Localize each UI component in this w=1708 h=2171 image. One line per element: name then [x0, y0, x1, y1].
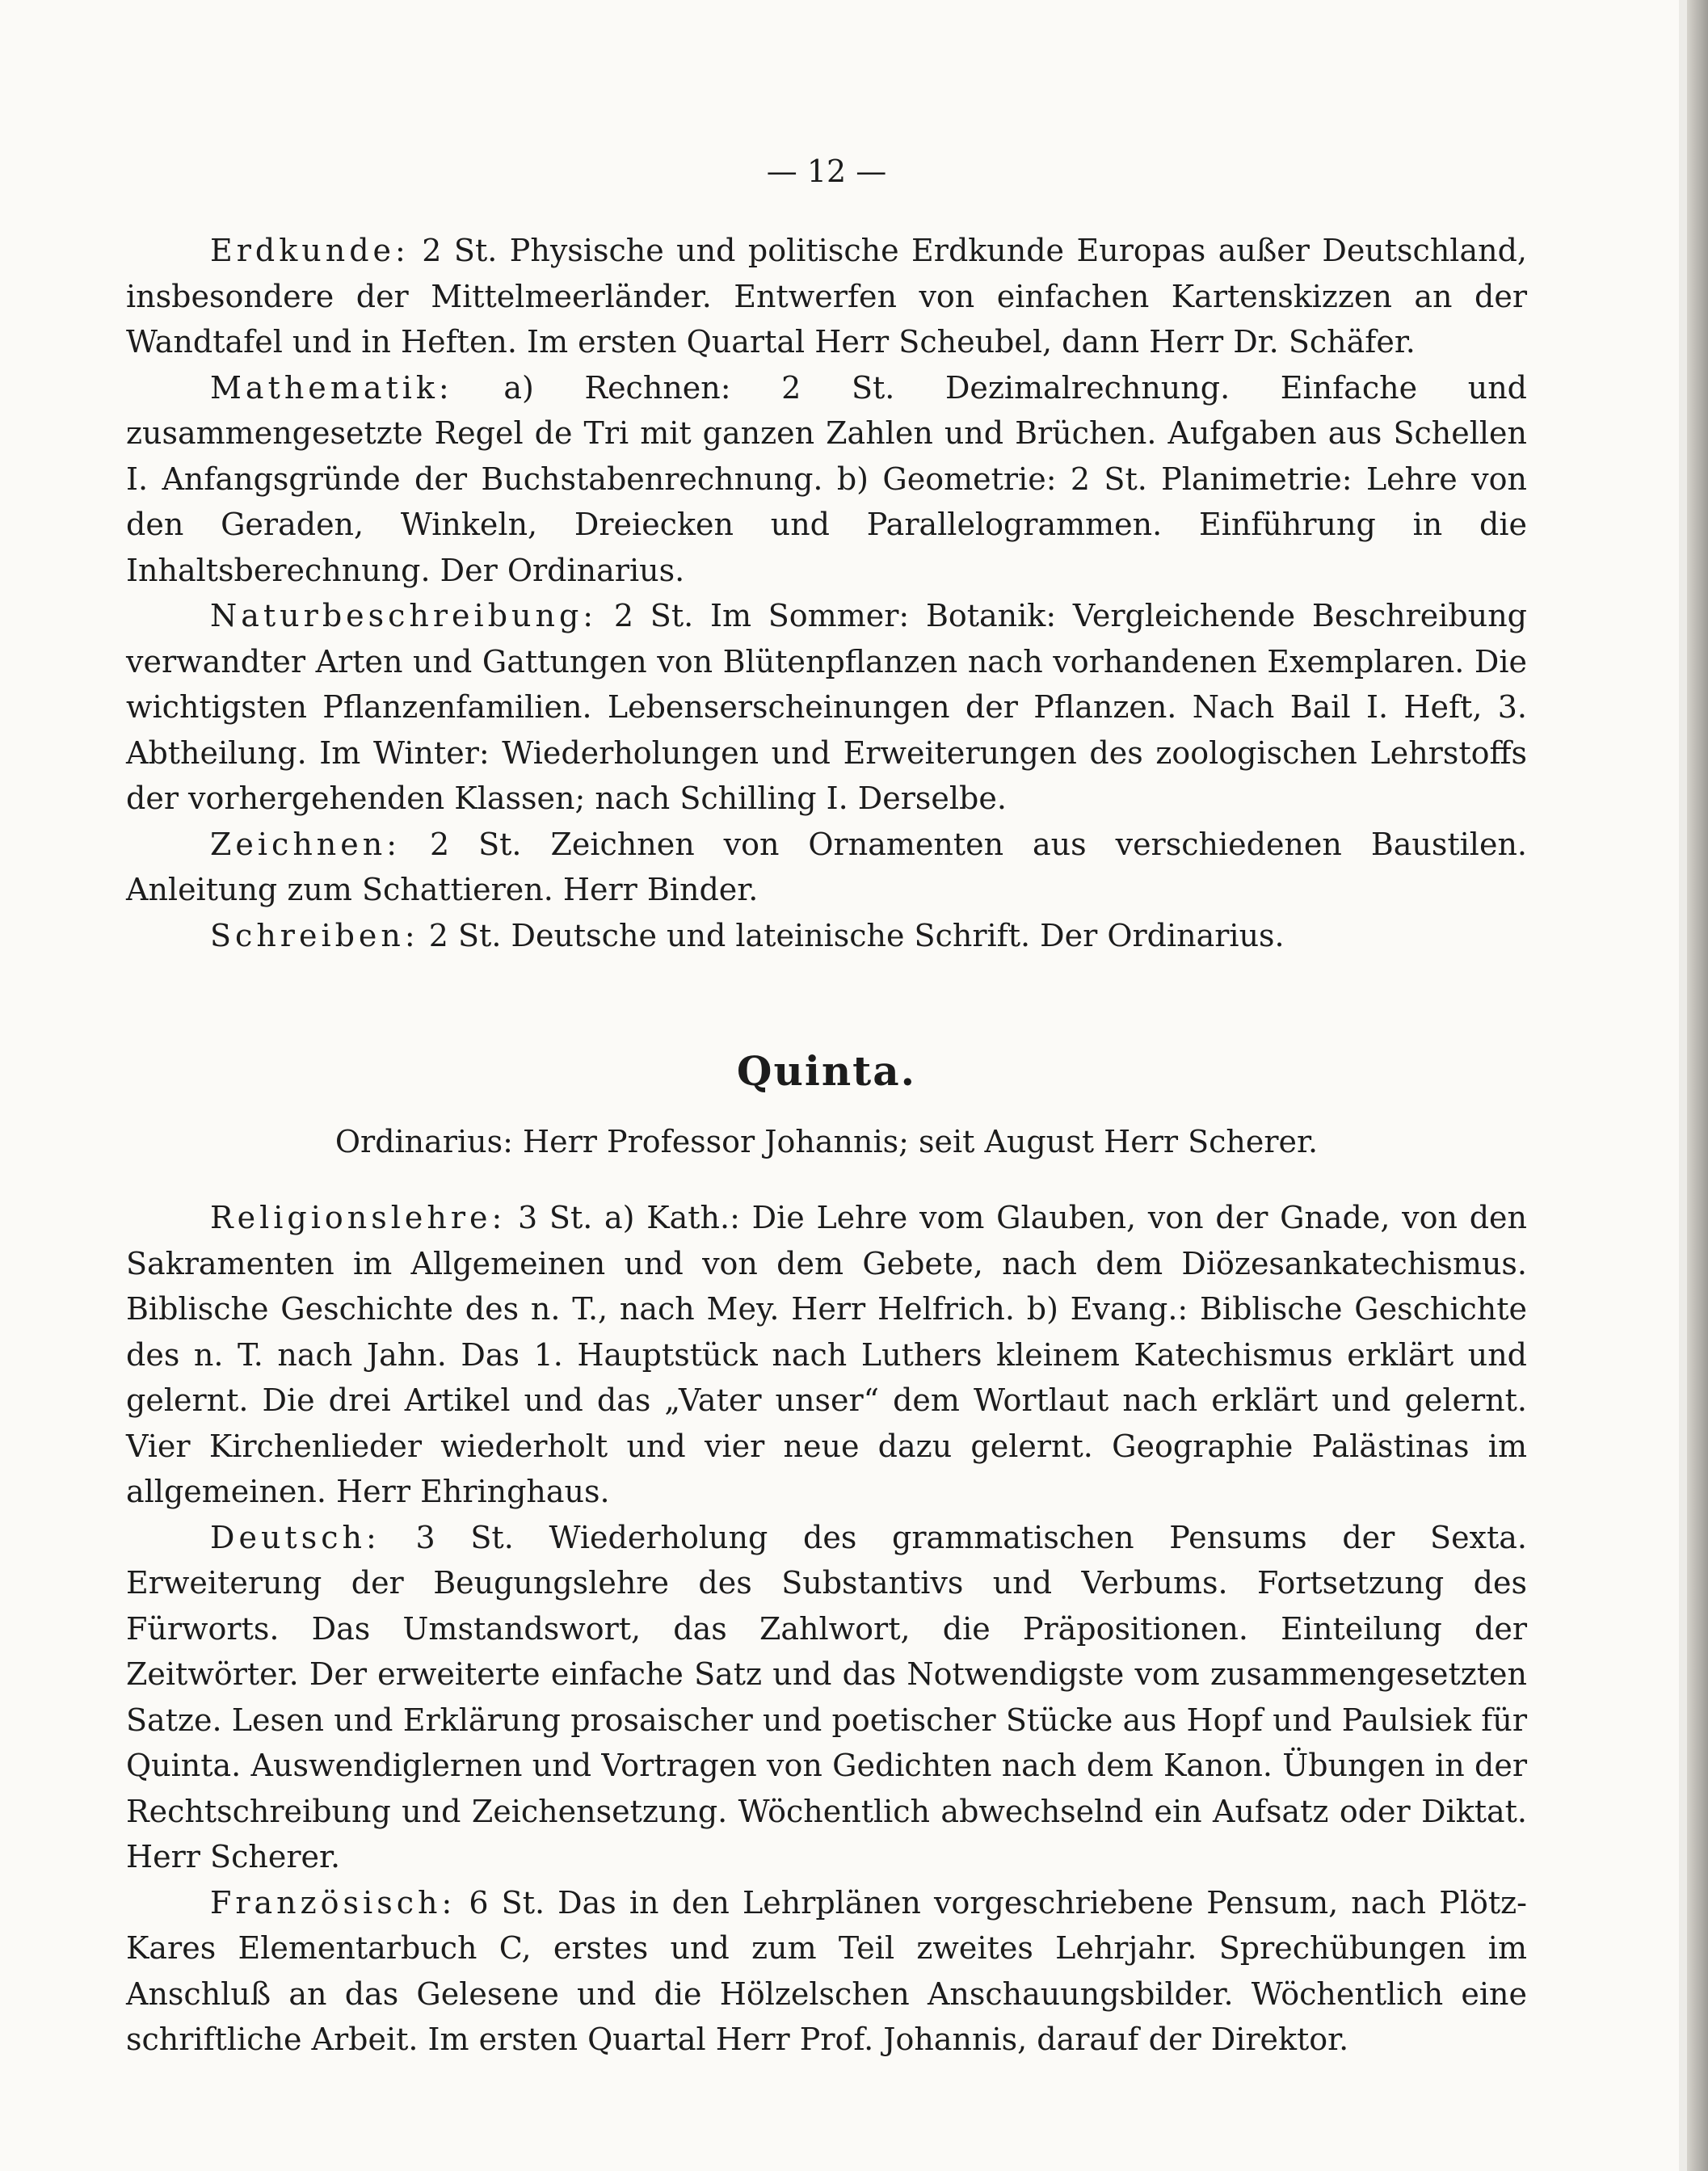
paragraph-religionslehre — [126, 1195, 1527, 1515]
paragraph-text: 2 St. Physische und politische Erdkunde Europas außer Deutschland, insbesondere der Mittelmeerländer. Entwerfen von einfachen Kartenskizzen an der Wandtafel und in Heften. Im ersten Quartal Herr Scheubel, dann Herr Dr. Schäfer. — [126, 233, 1527, 360]
paragraph-franzoesisch — [126, 1880, 1527, 2063]
paragraph-text: 3 St. Wiederholung des grammatischen Pensums der Sexta. Erweiterung der Beugungslehre des Substantivs und Verbums. Fortsetzung des Fürworts. Das Umstandswort, das Zahlwort, die Präpositionen. Einteilung der Zeitwörter. Der erweiterte einfache Satz und das Notwendigste vom zusammengesetzten Satze. Lesen und Erklärung prosaischer und poetischer Stücke aus Hopf und Paulsiek für Quinta. Auswendiglernen und Vortragen von Gedichten nach dem Kanon. Übungen in der Rechtschreibung und Zeichensetzung. Wöchentlich abwechselnd ein Aufsatz oder Diktat. Herr Scherer. — [126, 1519, 1527, 1874]
subject-label: Deutsch: — [210, 1519, 381, 1555]
paragraph-erdkunde — [126, 228, 1527, 365]
subject-label: Erdkunde: — [210, 233, 410, 268]
paragraph-text: 2 St. Zeichnen von Ornamenten aus verschiedenen Baustilen. Anleitung zum Schattieren. Herr Binder. — [126, 826, 1527, 907]
page-content — [126, 154, 1527, 2063]
subject-label: Religionslehre: — [210, 1200, 507, 1235]
paragraph-text: 2 St. Deutsche und lateinische Schrift. Der Ordinarius. — [419, 917, 1285, 953]
paragraph-schreiben — [126, 913, 1527, 959]
section-title: Quinta. — [736, 1047, 917, 1095]
subject-label: Zeichnen: — [210, 826, 402, 862]
page-edge-shadow — [1687, 0, 1708, 2171]
paragraph-mathematik — [126, 365, 1527, 594]
paragraph-naturbeschreibung — [126, 593, 1527, 822]
paragraph-deutsch — [126, 1515, 1527, 1880]
subject-label: Französisch: — [210, 1884, 456, 1921]
paragraph-zeichnen — [126, 822, 1527, 913]
paragraph-text: 2 St. Im Sommer: Botanik: Vergleichende Beschreibung verwandter Arten und Gattungen von Blütenpflanzen nach vorhandenen Exemplaren. Die wichtigsten Pflanzenfamilien. Lebenserscheinungen der Pflanzen. Nach Bail I. Heft, 3. Abtheilung. Im Winter: Wiederholungen und Erweiterungen des zoologischen Lehrstoffs der vorhergehenden Klassen; nach Schilling I. Derselbe. — [126, 598, 1527, 816]
paragraph-text: 3 St. a) Kath.: Die Lehre vom Glauben, von der Gnade, von den Sakramenten im Allgemeinen und von dem Gebete, nach dem Diözesankatechismus. Biblische Geschichte des n. T., nach Mey. Herr Helfrich. b) Evang.: Biblische Geschichte des n. T. nach Jahn. Das 1. Hauptstück nach Luthers kleinem Katechismus erklärt und gelernt. Die drei Artikel und das „Vater unser“ dem Wortlaut nach erklärt und gelernt. Vier Kirchenlieder wiederholt und vier neue dazu gelernt. Geographie Palästinas im allgemeinen. Herr Ehringhaus. — [126, 1200, 1527, 1509]
page-edge-light — [1679, 0, 1687, 2171]
paragraph-text: a) Rechnen: 2 St. Dezimalrechnung. Einfache und zusammengesetzte Regel de Tri mit ganzen Zahlen und Brüchen. Aufgaben aus Schellen I. Anfangsgründe der Buchstabenrechnung. b) Geometrie: 2 St. Planimetrie: Lehre von den Geraden, Winkeln, Dreiecken und Parallelogrammen. Einführung in die Inhaltsberechnung. Der Ordinarius. — [126, 369, 1527, 588]
subject-label: Schreiben: — [210, 917, 419, 953]
page-number: — 12 — — [766, 154, 887, 189]
subject-label: Naturbeschreibung: — [210, 598, 598, 633]
paragraph-text: 6 St. Das in den Lehrplänen vorgeschriebene Pensum, nach Plötz-Kares Elementarbuch C, erstes und zum Teil zweites Lehrjahr. Sprechübungen im Anschluß an das Gelesene und die Hölzelschen Anschauungsbilder. Wöchentlich eine schriftliche Arbeit. Im ersten Quartal Herr Prof. Johannis, darauf der Direktor. — [126, 1884, 1527, 2057]
ordinarius-line: Ordinarius: Herr Professor Johannis; seit August Herr Scherer. — [334, 1124, 1319, 1159]
subject-label: Mathematik: — [210, 369, 453, 406]
